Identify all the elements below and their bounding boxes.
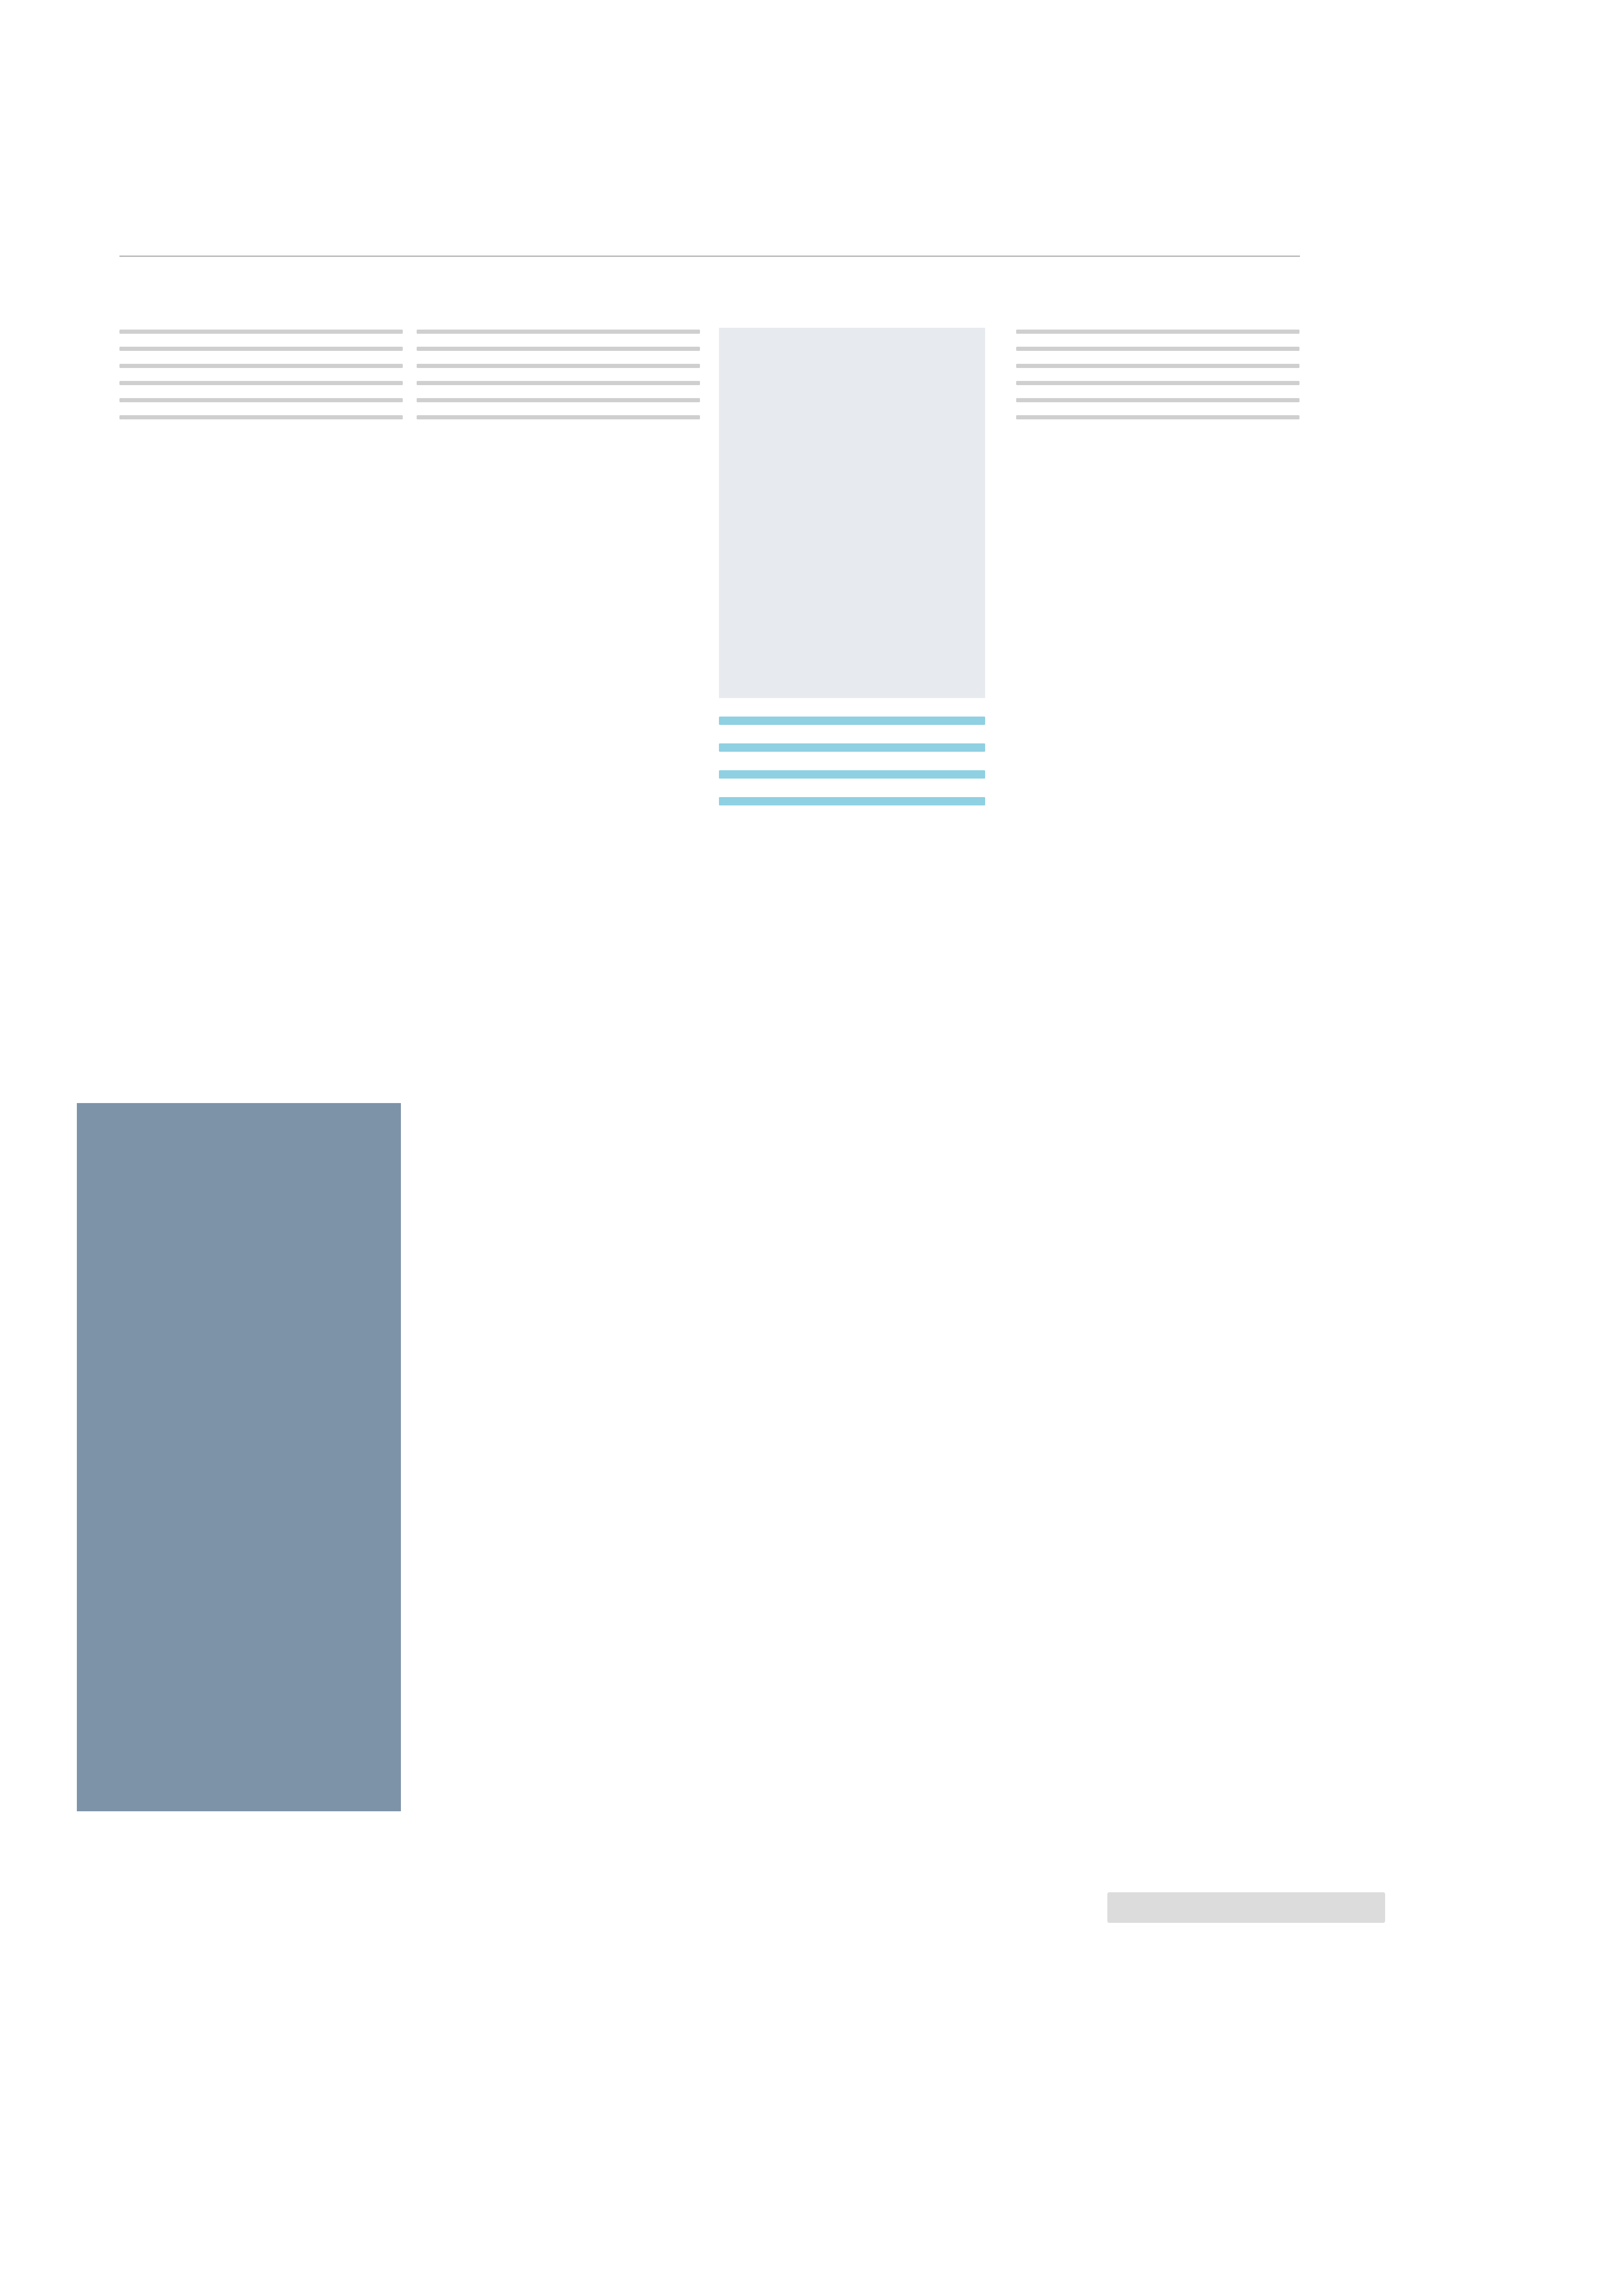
text-line-placeholder [417, 330, 700, 334]
text-line-placeholder [119, 347, 403, 351]
text-line-placeholder [719, 797, 985, 805]
text-line-placeholder [119, 364, 403, 368]
header-divider [119, 256, 1300, 257]
text-line-placeholder [119, 398, 403, 402]
pull-quote [719, 717, 985, 962]
text-line-placeholder [1016, 381, 1299, 385]
portrait-illustration [719, 328, 985, 698]
text-line-placeholder [1016, 415, 1299, 419]
publisher-logo [1107, 1892, 1385, 1923]
text-line-placeholder [1016, 398, 1299, 402]
text-line-placeholder [1016, 330, 1299, 334]
coast-photo [77, 1103, 401, 1811]
text-line-placeholder [1016, 364, 1299, 368]
text-line-placeholder [1016, 347, 1299, 351]
text-line-placeholder [719, 743, 985, 752]
text-line-placeholder [417, 364, 700, 368]
text-column [417, 330, 700, 432]
text-line-placeholder [417, 415, 700, 419]
text-line-placeholder [417, 398, 700, 402]
text-line-placeholder [119, 381, 403, 385]
text-line-placeholder [719, 717, 985, 725]
text-line-placeholder [417, 381, 700, 385]
text-line-placeholder [719, 770, 985, 779]
text-column [1016, 330, 1299, 432]
text-line-placeholder [417, 347, 700, 351]
text-line-placeholder [119, 415, 403, 419]
text-column [119, 330, 403, 432]
text-line-placeholder [119, 330, 403, 334]
